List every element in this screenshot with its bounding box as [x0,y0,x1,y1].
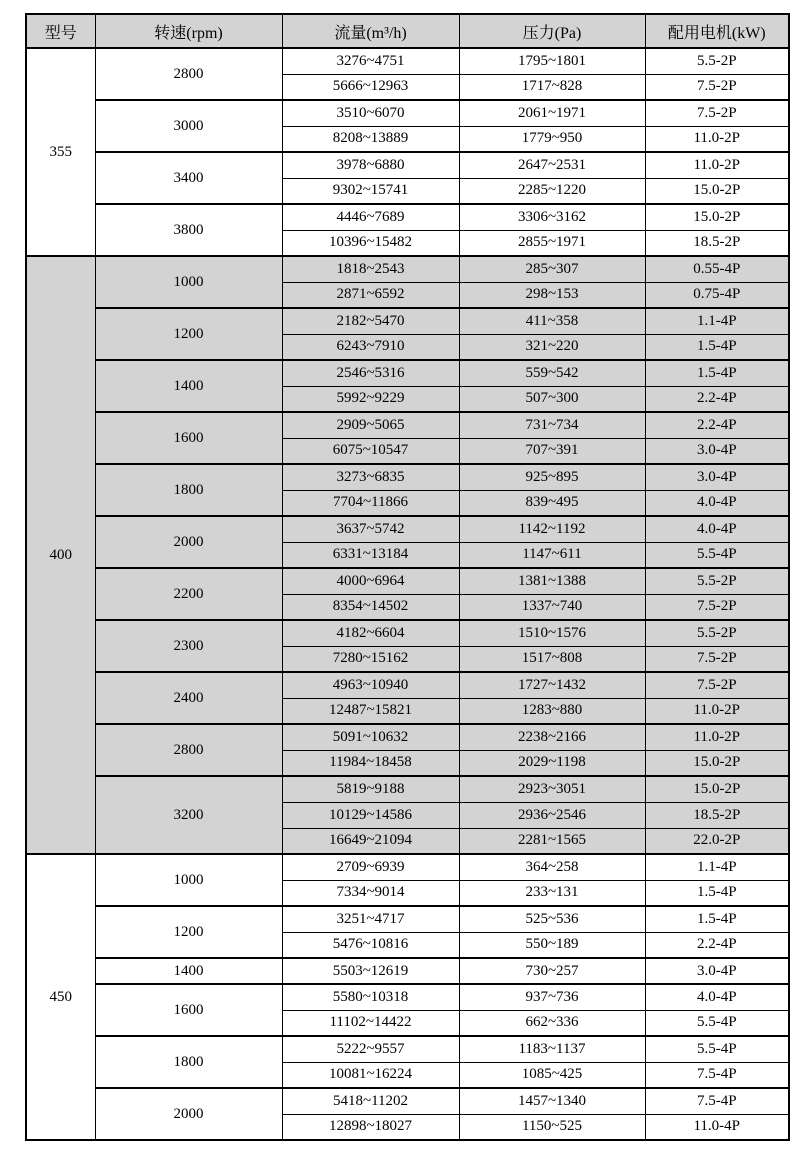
cell-pressure: 285~307 [459,256,645,282]
cell-motor: 1.5-4P [645,334,789,360]
cell-flow: 5580~10318 [282,984,459,1010]
table-row [26,516,789,542]
cell-motor: 7.5-2P [645,594,789,620]
cell-motor: 18.5-2P [645,802,789,828]
cell-motor: 1.5-4P [645,880,789,906]
cell-flow: 5666~12963 [282,74,459,100]
cell-flow: 5418~11202 [282,1088,459,1114]
table-row [26,152,789,178]
cell-flow: 11102~14422 [282,1010,459,1036]
cell-flow: 10396~15482 [282,230,459,256]
cell-pressure: 925~895 [459,464,645,490]
cell-motor: 11.0-2P [645,698,789,724]
cell-motor: 11.0-4P [645,1114,789,1140]
cell-motor: 22.0-2P [645,828,789,854]
table-row [26,620,789,646]
cell-motor: 3.0-4P [645,958,789,984]
cell-model: 400 [26,256,95,854]
cell-flow: 10129~14586 [282,802,459,828]
cell-motor: 15.0-2P [645,204,789,230]
cell-pressure: 2855~1971 [459,230,645,256]
cell-pressure: 298~153 [459,282,645,308]
cell-flow: 4182~6604 [282,620,459,646]
cell-pressure: 2238~2166 [459,724,645,750]
cell-motor: 4.0-4P [645,984,789,1010]
cell-flow: 12487~15821 [282,698,459,724]
cell-rpm: 2300 [95,620,282,672]
table-row [26,724,789,750]
cell-flow: 3273~6835 [282,464,459,490]
cell-pressure: 550~189 [459,932,645,958]
cell-pressure: 1085~425 [459,1062,645,1088]
cell-motor: 15.0-2P [645,776,789,802]
cell-flow: 6331~13184 [282,542,459,568]
cell-motor: 7.5-2P [645,74,789,100]
cell-flow: 4000~6964 [282,568,459,594]
fan-spec-table [25,13,790,1141]
cell-rpm: 1000 [95,256,282,308]
cell-motor: 2.2-4P [645,932,789,958]
cell-motor: 1.1-4P [645,308,789,334]
cell-rpm: 1600 [95,412,282,464]
cell-pressure: 364~258 [459,854,645,880]
cell-flow: 7334~9014 [282,880,459,906]
cell-flow: 2546~5316 [282,360,459,386]
cell-flow: 2909~5065 [282,412,459,438]
cell-flow: 4963~10940 [282,672,459,698]
cell-pressure: 411~358 [459,308,645,334]
cell-pressure: 1337~740 [459,594,645,620]
cell-pressure: 507~300 [459,386,645,412]
cell-pressure: 321~220 [459,334,645,360]
cell-pressure: 937~736 [459,984,645,1010]
cell-motor: 2.2-4P [645,412,789,438]
cell-rpm: 1200 [95,906,282,958]
cell-motor: 11.0-2P [645,152,789,178]
cell-pressure: 1150~525 [459,1114,645,1140]
cell-flow: 2182~5470 [282,308,459,334]
cell-motor: 0.55-4P [645,256,789,282]
cell-rpm: 1400 [95,958,282,984]
header-pressure: 压力(Pa) [459,14,645,48]
header-model: 型号 [26,14,95,48]
cell-motor: 7.5-4P [645,1062,789,1088]
cell-motor: 1.1-4P [645,854,789,880]
cell-pressure: 839~495 [459,490,645,516]
cell-pressure: 2936~2546 [459,802,645,828]
cell-flow: 3276~4751 [282,48,459,74]
cell-pressure: 1727~1432 [459,672,645,698]
cell-motor: 3.0-4P [645,464,789,490]
cell-flow: 16649~21094 [282,828,459,854]
cell-flow: 3510~6070 [282,100,459,126]
cell-rpm: 3800 [95,204,282,256]
cell-motor: 7.5-2P [645,672,789,698]
cell-flow: 2871~6592 [282,282,459,308]
header-motor: 配用电机(kW) [645,14,789,48]
cell-model: 355 [26,48,95,256]
cell-rpm: 1400 [95,360,282,412]
cell-flow: 3978~6880 [282,152,459,178]
table-row [26,672,789,698]
table-row [26,776,789,802]
cell-pressure: 2285~1220 [459,178,645,204]
cell-rpm: 1000 [95,854,282,906]
header-rpm: 转速(rpm) [95,14,282,48]
cell-pressure: 730~257 [459,958,645,984]
cell-flow: 9302~15741 [282,178,459,204]
header-flow: 流量(m³/h) [282,14,459,48]
cell-pressure: 1517~808 [459,646,645,672]
cell-flow: 7280~15162 [282,646,459,672]
cell-motor: 11.0-2P [645,724,789,750]
table-row [26,568,789,594]
cell-pressure: 731~734 [459,412,645,438]
cell-rpm: 2400 [95,672,282,724]
cell-flow: 6243~7910 [282,334,459,360]
cell-flow: 3251~4717 [282,906,459,932]
cell-pressure: 2029~1198 [459,750,645,776]
cell-pressure: 1283~880 [459,698,645,724]
cell-rpm: 2800 [95,724,282,776]
cell-motor: 4.0-4P [645,490,789,516]
table-row [26,854,789,880]
cell-flow: 2709~6939 [282,854,459,880]
cell-motor: 5.5-4P [645,1010,789,1036]
cell-rpm: 1800 [95,464,282,516]
cell-pressure: 662~336 [459,1010,645,1036]
cell-motor: 5.5-2P [645,620,789,646]
table-body [26,48,789,1140]
cell-rpm: 1800 [95,1036,282,1088]
cell-pressure: 1457~1340 [459,1088,645,1114]
table-row [26,204,789,230]
table-row [26,360,789,386]
cell-motor: 5.5-2P [645,568,789,594]
cell-motor: 7.5-2P [645,646,789,672]
cell-rpm: 2000 [95,516,282,568]
cell-rpm: 1600 [95,984,282,1036]
cell-flow: 6075~10547 [282,438,459,464]
cell-pressure: 233~131 [459,880,645,906]
cell-pressure: 2281~1565 [459,828,645,854]
cell-motor: 4.0-4P [645,516,789,542]
cell-pressure: 525~536 [459,906,645,932]
cell-pressure: 1795~1801 [459,48,645,74]
cell-flow: 5476~10816 [282,932,459,958]
cell-flow: 5992~9229 [282,386,459,412]
cell-pressure: 2647~2531 [459,152,645,178]
cell-pressure: 1510~1576 [459,620,645,646]
cell-flow: 12898~18027 [282,1114,459,1140]
cell-flow: 11984~18458 [282,750,459,776]
cell-flow: 4446~7689 [282,204,459,230]
cell-rpm: 2000 [95,1088,282,1140]
table-row [26,100,789,126]
header-row [26,14,789,48]
cell-flow: 3637~5742 [282,516,459,542]
cell-flow: 5091~10632 [282,724,459,750]
cell-pressure: 2923~3051 [459,776,645,802]
cell-motor: 7.5-4P [645,1088,789,1114]
cell-motor: 2.2-4P [645,386,789,412]
cell-motor: 3.0-4P [645,438,789,464]
cell-pressure: 559~542 [459,360,645,386]
cell-pressure: 1183~1137 [459,1036,645,1062]
table-row [26,984,789,1010]
table-row [26,412,789,438]
cell-model: 450 [26,854,95,1140]
table-row [26,308,789,334]
cell-pressure: 1147~611 [459,542,645,568]
cell-rpm: 2200 [95,568,282,620]
cell-rpm: 3400 [95,152,282,204]
cell-motor: 18.5-2P [645,230,789,256]
cell-motor: 1.5-4P [645,360,789,386]
table-row [26,1036,789,1062]
cell-flow: 5222~9557 [282,1036,459,1062]
cell-pressure: 2061~1971 [459,100,645,126]
table-row [26,958,789,984]
table-row [26,464,789,490]
cell-rpm: 3200 [95,776,282,854]
cell-rpm: 3000 [95,100,282,152]
cell-flow: 10081~16224 [282,1062,459,1088]
cell-rpm: 1200 [95,308,282,360]
cell-flow: 1818~2543 [282,256,459,282]
cell-motor: 7.5-2P [645,100,789,126]
cell-pressure: 1142~1192 [459,516,645,542]
cell-motor: 1.5-4P [645,906,789,932]
cell-motor: 5.5-4P [645,542,789,568]
table-row [26,906,789,932]
cell-motor: 5.5-2P [645,48,789,74]
cell-flow: 5503~12619 [282,958,459,984]
cell-pressure: 1779~950 [459,126,645,152]
cell-pressure: 3306~3162 [459,204,645,230]
cell-flow: 8354~14502 [282,594,459,620]
cell-flow: 7704~11866 [282,490,459,516]
cell-motor: 15.0-2P [645,750,789,776]
cell-flow: 5819~9188 [282,776,459,802]
table-row [26,48,789,74]
table-row [26,1088,789,1114]
cell-pressure: 1717~828 [459,74,645,100]
cell-motor: 0.75-4P [645,282,789,308]
cell-pressure: 707~391 [459,438,645,464]
cell-motor: 15.0-2P [645,178,789,204]
cell-motor: 11.0-2P [645,126,789,152]
cell-rpm: 2800 [95,48,282,100]
table-row [26,256,789,282]
cell-pressure: 1381~1388 [459,568,645,594]
cell-motor: 5.5-4P [645,1036,789,1062]
cell-flow: 8208~13889 [282,126,459,152]
